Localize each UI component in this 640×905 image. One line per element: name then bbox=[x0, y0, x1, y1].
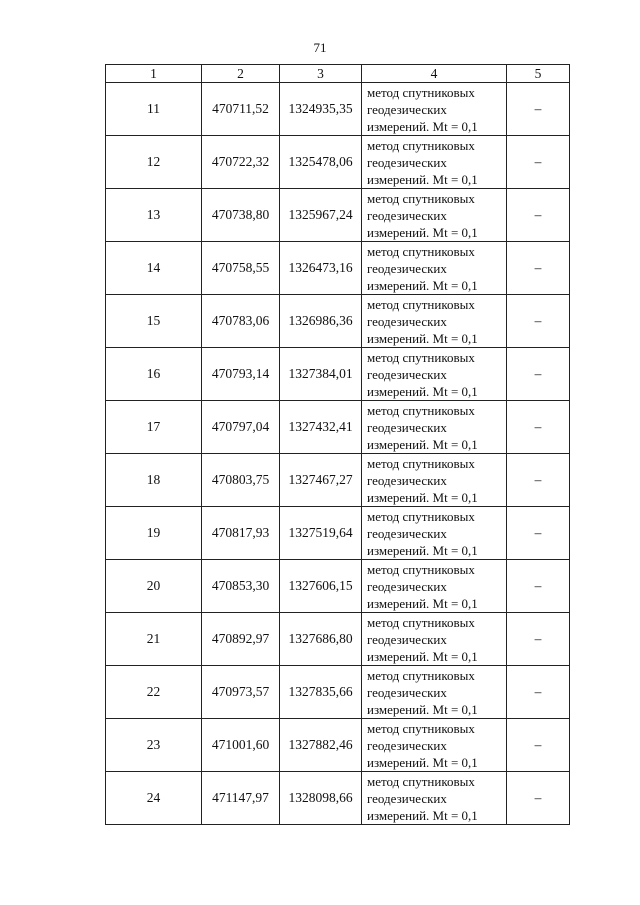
method-cell bbox=[362, 189, 507, 242]
method-cell bbox=[362, 772, 507, 825]
method-line: геодезических bbox=[367, 578, 447, 594]
y-coordinate-cell: 1327384,01 bbox=[280, 348, 362, 401]
note-cell: – bbox=[507, 613, 570, 666]
point-number-cell: 21 bbox=[106, 613, 202, 666]
method-line: геодезических bbox=[367, 366, 447, 382]
note-cell: – bbox=[507, 507, 570, 560]
method-line: геодезических bbox=[367, 101, 447, 117]
column-header: 1 bbox=[106, 65, 202, 83]
method-line: геодезических bbox=[367, 790, 447, 806]
y-coordinate-cell: 1327519,64 bbox=[280, 507, 362, 560]
point-number-cell: 13 bbox=[106, 189, 202, 242]
point-number-cell: 11 bbox=[106, 83, 202, 136]
method-cell bbox=[362, 454, 507, 507]
x-coordinate-cell: 470793,14 bbox=[202, 348, 280, 401]
method-line: измерений. Mt = 0,1 bbox=[367, 171, 478, 187]
point-number-cell: 17 bbox=[106, 401, 202, 454]
method-cell bbox=[362, 401, 507, 454]
y-coordinate-cell: 1327882,46 bbox=[280, 719, 362, 772]
method-line: метод спутниковых bbox=[367, 455, 475, 471]
x-coordinate-cell: 470853,30 bbox=[202, 560, 280, 613]
x-coordinate-cell: 470738,80 bbox=[202, 189, 280, 242]
note-cell: – bbox=[507, 348, 570, 401]
method-line: метод спутниковых bbox=[367, 773, 475, 789]
method-line: метод спутниковых bbox=[367, 296, 475, 312]
table-row bbox=[106, 136, 570, 189]
x-coordinate-cell: 470797,04 bbox=[202, 401, 280, 454]
x-coordinate-cell: 470892,97 bbox=[202, 613, 280, 666]
table-row bbox=[106, 348, 570, 401]
note-cell: – bbox=[507, 242, 570, 295]
point-number-cell: 22 bbox=[106, 666, 202, 719]
x-coordinate-cell: 471147,97 bbox=[202, 772, 280, 825]
column-header: 3 bbox=[280, 65, 362, 83]
method-line: метод спутниковых bbox=[367, 508, 475, 524]
method-cell bbox=[362, 136, 507, 189]
table-row bbox=[106, 772, 570, 825]
x-coordinate-cell: 470973,57 bbox=[202, 666, 280, 719]
point-number-cell: 19 bbox=[106, 507, 202, 560]
method-line: измерений. Mt = 0,1 bbox=[367, 542, 478, 558]
method-line: геодезических bbox=[367, 154, 447, 170]
method-line: метод спутниковых bbox=[367, 84, 475, 100]
table-row bbox=[106, 666, 570, 719]
table-row bbox=[106, 613, 570, 666]
y-coordinate-cell: 1324935,35 bbox=[280, 83, 362, 136]
point-number-cell: 23 bbox=[106, 719, 202, 772]
method-line: метод спутниковых bbox=[367, 561, 475, 577]
y-coordinate-cell: 1325478,06 bbox=[280, 136, 362, 189]
x-coordinate-cell: 470817,93 bbox=[202, 507, 280, 560]
method-line: геодезических bbox=[367, 631, 447, 647]
method-line: измерений. Mt = 0,1 bbox=[367, 277, 478, 293]
point-number-cell: 20 bbox=[106, 560, 202, 613]
y-coordinate-cell: 1326986,36 bbox=[280, 295, 362, 348]
method-line: геодезических bbox=[367, 472, 447, 488]
table-row bbox=[106, 401, 570, 454]
y-coordinate-cell: 1328098,66 bbox=[280, 772, 362, 825]
method-line: метод спутниковых bbox=[367, 243, 475, 259]
point-number-cell: 16 bbox=[106, 348, 202, 401]
note-cell: – bbox=[507, 295, 570, 348]
method-line: метод спутниковых bbox=[367, 614, 475, 630]
y-coordinate-cell: 1327686,80 bbox=[280, 613, 362, 666]
method-line: метод спутниковых bbox=[367, 349, 475, 365]
y-coordinate-cell: 1326473,16 bbox=[280, 242, 362, 295]
method-line: измерений. Mt = 0,1 bbox=[367, 489, 478, 505]
note-cell: – bbox=[507, 401, 570, 454]
table-header-row bbox=[106, 65, 570, 83]
table-row bbox=[106, 454, 570, 507]
method-line: метод спутниковых bbox=[367, 190, 475, 206]
note-cell: – bbox=[507, 454, 570, 507]
method-line: метод спутниковых bbox=[367, 137, 475, 153]
method-line: метод спутниковых bbox=[367, 402, 475, 418]
method-line: геодезических bbox=[367, 207, 447, 223]
table-row bbox=[106, 507, 570, 560]
method-cell bbox=[362, 507, 507, 560]
page-number: 71 bbox=[313, 40, 327, 55]
table-row bbox=[106, 560, 570, 613]
x-coordinate-cell: 470783,06 bbox=[202, 295, 280, 348]
y-coordinate-cell: 1327835,66 bbox=[280, 666, 362, 719]
x-coordinate-cell: 470722,32 bbox=[202, 136, 280, 189]
point-number-cell: 12 bbox=[106, 136, 202, 189]
method-cell bbox=[362, 83, 507, 136]
method-line: измерений. Mt = 0,1 bbox=[367, 330, 478, 346]
table-row bbox=[106, 295, 570, 348]
method-line: измерений. Mt = 0,1 bbox=[367, 648, 478, 664]
method-line: измерений. Mt = 0,1 bbox=[367, 807, 478, 823]
x-coordinate-cell: 470758,55 bbox=[202, 242, 280, 295]
note-cell: – bbox=[507, 83, 570, 136]
y-coordinate-cell: 1325967,24 bbox=[280, 189, 362, 242]
note-cell: – bbox=[507, 560, 570, 613]
method-line: геодезических bbox=[367, 260, 447, 276]
point-number-cell: 18 bbox=[106, 454, 202, 507]
point-number-cell: 14 bbox=[106, 242, 202, 295]
column-header: 4 bbox=[362, 65, 507, 83]
method-cell bbox=[362, 613, 507, 666]
note-cell: – bbox=[507, 136, 570, 189]
method-line: измерений. Mt = 0,1 bbox=[367, 118, 478, 134]
x-coordinate-cell: 470711,52 bbox=[202, 83, 280, 136]
method-cell bbox=[362, 295, 507, 348]
table-row bbox=[106, 189, 570, 242]
method-cell bbox=[362, 666, 507, 719]
column-header: 2 bbox=[202, 65, 280, 83]
y-coordinate-cell: 1327606,15 bbox=[280, 560, 362, 613]
column-header: 5 bbox=[507, 65, 570, 83]
point-number-cell: 15 bbox=[106, 295, 202, 348]
method-line: измерений. Mt = 0,1 bbox=[367, 436, 478, 452]
method-line: измерений. Mt = 0,1 bbox=[367, 595, 478, 611]
table-row bbox=[106, 719, 570, 772]
method-line: геодезических bbox=[367, 419, 447, 435]
method-cell bbox=[362, 560, 507, 613]
method-line: геодезических bbox=[367, 313, 447, 329]
note-cell: – bbox=[507, 189, 570, 242]
y-coordinate-cell: 1327432,41 bbox=[280, 401, 362, 454]
method-cell bbox=[362, 719, 507, 772]
method-cell bbox=[362, 348, 507, 401]
method-line: измерений. Mt = 0,1 bbox=[367, 224, 478, 240]
method-line: метод спутниковых bbox=[367, 720, 475, 736]
method-cell bbox=[362, 242, 507, 295]
method-line: геодезических bbox=[367, 525, 447, 541]
y-coordinate-cell: 1327467,27 bbox=[280, 454, 362, 507]
table-row bbox=[106, 83, 570, 136]
method-line: измерений. Mt = 0,1 bbox=[367, 754, 478, 770]
note-cell: – bbox=[507, 772, 570, 825]
method-line: измерений. Mt = 0,1 bbox=[367, 383, 478, 399]
note-cell: – bbox=[507, 719, 570, 772]
coordinates-table bbox=[105, 64, 570, 825]
x-coordinate-cell: 471001,60 bbox=[202, 719, 280, 772]
method-line: геодезических bbox=[367, 684, 447, 700]
method-line: геодезических bbox=[367, 737, 447, 753]
method-line: метод спутниковых bbox=[367, 667, 475, 683]
note-cell: – bbox=[507, 666, 570, 719]
x-coordinate-cell: 470803,75 bbox=[202, 454, 280, 507]
table-body bbox=[106, 83, 570, 825]
point-number-cell: 24 bbox=[106, 772, 202, 825]
method-line: измерений. Mt = 0,1 bbox=[367, 701, 478, 717]
table-row bbox=[106, 242, 570, 295]
